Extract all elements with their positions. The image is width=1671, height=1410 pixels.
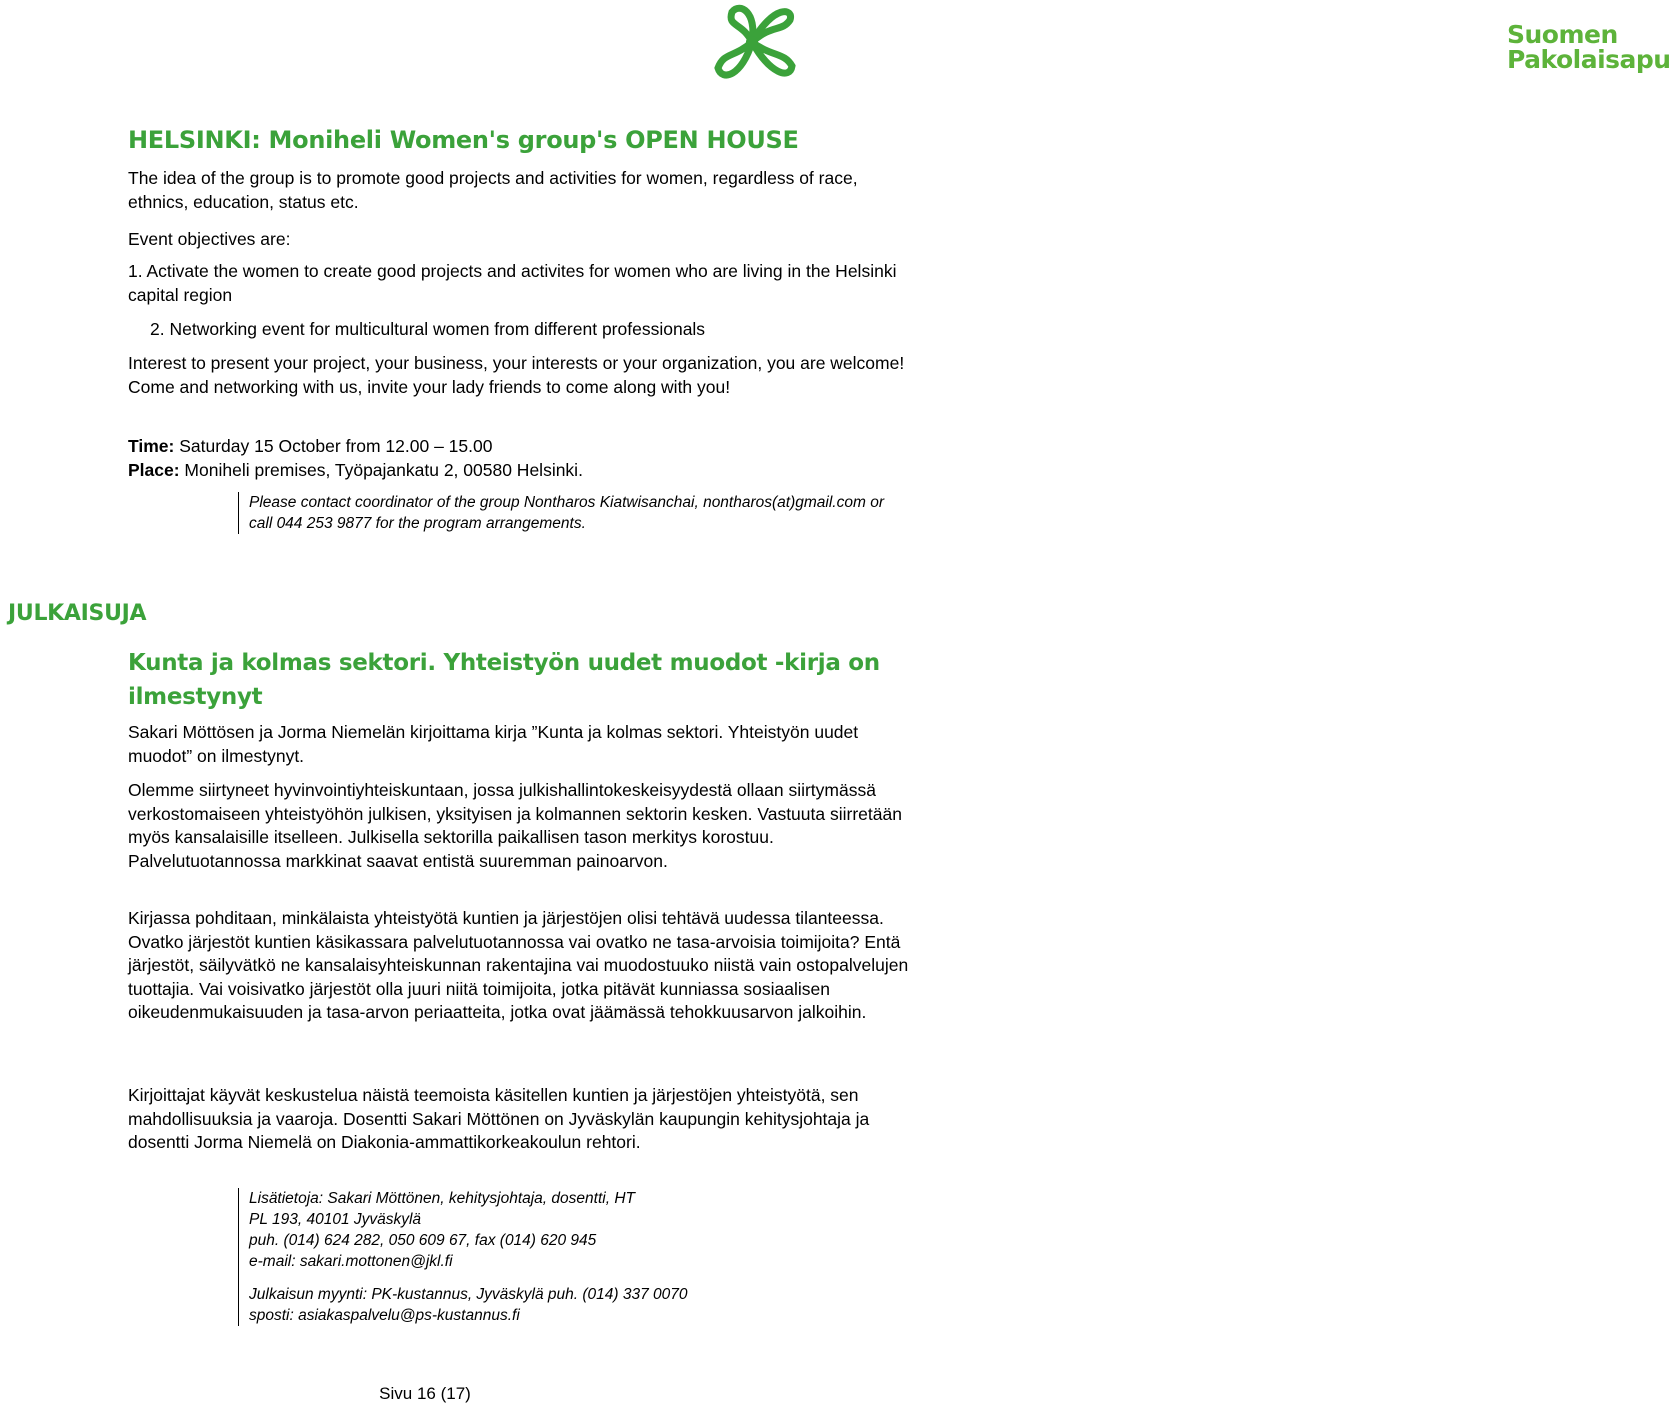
book-paragraph-3: Kirjassa pohditaan, minkälaista yhteistyötä kuntien ja järjestöjen olisi tehtävä uudessa tilanteessa. Ovatko järjestöt kuntien käsikassara palvelutuotannossa vai ovatko ne tasa-arvoisia toimijoita? Entä järjestöt, säilyvätkö ne kansalaisyhteiskunnan rakentajina vai muodostuuko niistä vain ostopalvelujen tuottajia. Vai voisivatko järjestöt olla juuri niitä toimijoita, jotka pitävät kunniassa sosiaalisen oikeudenmukaisuuden ja tasa-arvon periaatteita, jotka ovat jäämässä tehokkuusarvon jalkoihin. — [128, 908, 909, 1022]
book-heading: Kunta ja kolmas sektori. Yhteistyön uudet muodot -kirja on ilmestynyt — [128, 650, 880, 710]
event-interest: Interest to present your project, your business, your interests or your organization, you are welcome! Come and networking with us, invite your lady friends to come along with you! — [128, 353, 905, 397]
contact-text: Please contact coordinator of the group Nontharos Kiatwisanchai, nontharos(at)gmail.com or call 044 253 9877 for the program arrangements. — [249, 494, 884, 532]
page-number: Sivu 16 (17) — [379, 1384, 471, 1403]
logo-line-2: Pakolaisapu — [1507, 45, 1671, 74]
section-heading: JULKAISUJA — [8, 601, 147, 626]
contact-note — [238, 492, 909, 534]
objective-1: 1. Activate the women to create good projects and activites for women who are living in the Helsinki capital region — [128, 261, 897, 305]
info-line-1: Lisätietoja: Sakari Möttönen, kehitysjohtaja, dosentti, HT — [249, 1190, 635, 1207]
info-note — [238, 1188, 909, 1326]
event-intro: The idea of the group is to promote good projects and activities for women, regardless of race, ethnics, education, status etc. — [128, 168, 858, 212]
book-paragraph-1: Sakari Möttösen ja Jorma Niemelän kirjoittama kirja ”Kunta ja kolmas sektori. Yhteistyön uudet muodot” on ilmestynyt. — [128, 722, 859, 766]
place-value: Moniheli premises, Työpajankatu 2, 00580 Helsinki. — [179, 460, 583, 480]
book-paragraph-4: Kirjoittajat käyvät keskustelua näistä teemoista käsitellen kuntien ja järjestöjen yhteistyötä, sen mahdollisuuksia ja vaaroja. Dosentti Sakari Möttönen on Jyväskylän kaupungin kehitysjohtaja ja dosentti Jorma Niemelä on Diakonia-ammattikorkeakoulun rehtori. — [128, 1085, 870, 1152]
sales-line-2: sposti: asiakaspalvelu@ps-kustannus.fi — [249, 1307, 520, 1324]
info-line-4: e-mail: sakari.mottonen@jkl.fi — [249, 1253, 453, 1270]
clover-logo-icon — [712, 2, 802, 84]
objectives-label: Event objectives are: — [128, 229, 291, 249]
event-time — [128, 435, 918, 459]
suomen-pakolaisapu-logo — [712, 2, 1671, 84]
objective-2: 2. Networking event for multicultural women from different professionals — [150, 319, 706, 339]
place-label: Place: — [128, 460, 180, 480]
book-paragraph-2: Olemme siirtyneet hyvinvointiyhteiskuntaan, jossa julkishallintokeskeisyydestä ollaan siirtymässä verkostomaiseen yhteistyöhön julkisen, yksityisen ja kolmannen sektorin kesken. Vastuuta siirretään myös kansalaisille itselleen. Julkisella sektorilla paikallisen tason merkitys korostuu. Palvelutuotannossa markkinat saavat entistä suuremman painoarvon. — [128, 780, 902, 871]
logo-line-1: Suomen — [1507, 20, 1618, 49]
event-heading: HELSINKI: Moniheli Women's group's OPEN HOUSE — [128, 126, 799, 154]
logo-wordmark — [1507, 22, 1671, 72]
event-place — [128, 459, 918, 483]
sales-line-1: Julkaisun myynti: PK-kustannus, Jyväskylä puh. (014) 337 0070 — [249, 1286, 688, 1303]
time-value: Saturday 15 October from 12.00 – 15.00 — [174, 436, 493, 456]
info-line-2: PL 193, 40101 Jyväskylä — [249, 1211, 422, 1228]
info-line-3: puh. (014) 624 282, 050 609 67, fax (014) 620 945 — [249, 1232, 597, 1249]
time-label: Time: — [128, 436, 175, 456]
